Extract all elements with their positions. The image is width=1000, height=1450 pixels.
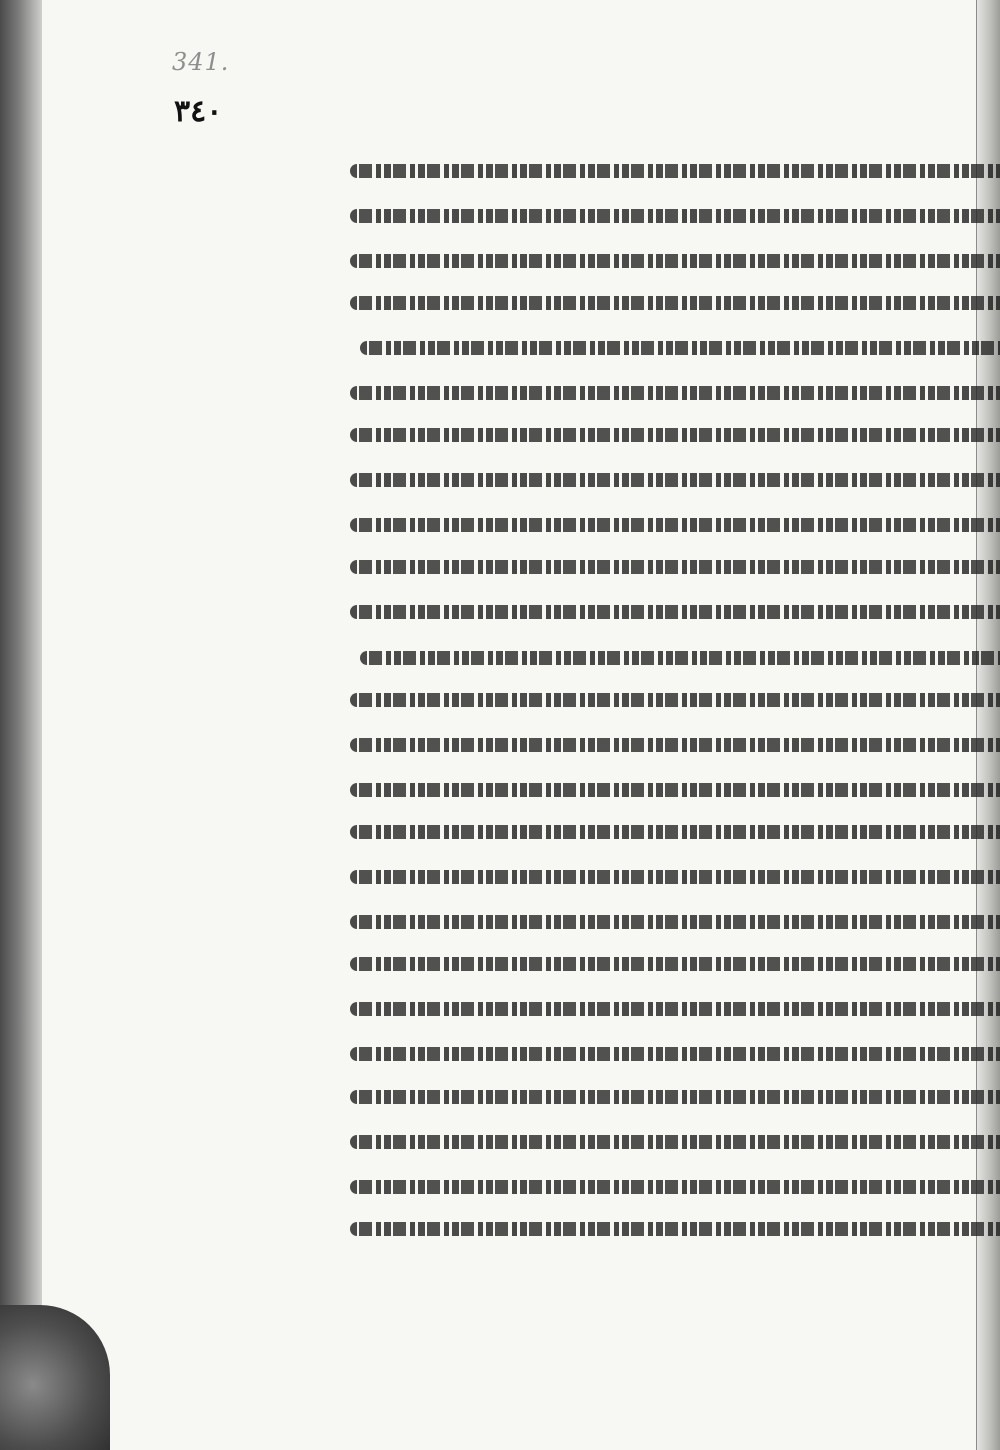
handwriting-ink: [350, 1222, 1000, 1236]
handwriting-ink: [350, 738, 1000, 752]
handwriting-ink: [350, 473, 1000, 487]
manuscript-line: [290, 415, 1000, 459]
manuscript-line: [290, 900, 1000, 944]
page-gutter-shadow: [0, 0, 42, 1450]
handwriting-ink: [350, 296, 1000, 310]
handwritten-text-block: [290, 150, 1000, 1252]
manuscript-line: [290, 1120, 1000, 1164]
handwriting-ink: [350, 1047, 1000, 1061]
handwriting-ink: [350, 164, 1000, 178]
manuscript-line: [290, 370, 1000, 414]
manuscript-line: [290, 459, 1000, 503]
manuscript-line: [290, 635, 1000, 679]
manuscript-line: [290, 723, 1000, 767]
manuscript-line: [290, 547, 1000, 591]
handwriting-ink: [350, 209, 1000, 223]
handwriting-ink: [350, 254, 1000, 268]
folio-ink-number: ٣٤٠: [174, 94, 223, 129]
manuscript-line: [290, 150, 1000, 194]
manuscript-line: [290, 988, 1000, 1032]
handwriting-ink: [350, 1090, 1000, 1104]
handwriting-ink: [350, 915, 1000, 929]
handwriting-ink: [350, 428, 1000, 442]
manuscript-line: [290, 591, 1000, 635]
manuscript-line: [290, 811, 1000, 855]
handwriting-ink: [350, 1002, 1000, 1016]
manuscript-line: [290, 1208, 1000, 1252]
manuscript-line: [290, 326, 1000, 370]
manuscript-line: [290, 679, 1000, 723]
manuscript-line: [290, 282, 1000, 326]
manuscript-line: [290, 238, 1000, 282]
manuscript-line: [290, 944, 1000, 988]
manuscript-line: [290, 767, 1000, 811]
handwriting-ink: [350, 825, 1000, 839]
handwriting-ink: [350, 560, 1000, 574]
manuscript-line: [290, 856, 1000, 900]
handwriting-ink: [350, 783, 1000, 797]
handwriting-ink: [350, 870, 1000, 884]
manuscript-line: [290, 194, 1000, 238]
folio-pencil-number: 341.: [172, 48, 230, 76]
handwriting-ink: [350, 1135, 1000, 1149]
handwriting-ink: [350, 386, 1000, 400]
manuscript-line: [290, 503, 1000, 547]
manuscript-line: [290, 1076, 1000, 1120]
handwriting-ink: [360, 651, 1000, 665]
handwriting-ink: [350, 605, 1000, 619]
handwriting-ink: [350, 1180, 1000, 1194]
manuscript-line: [290, 1032, 1000, 1076]
handwriting-ink: [360, 341, 1000, 355]
handwriting-ink: [350, 957, 1000, 971]
manuscript-line: [290, 1164, 1000, 1208]
handwriting-ink: [350, 693, 1000, 707]
handwriting-ink: [350, 518, 1000, 532]
